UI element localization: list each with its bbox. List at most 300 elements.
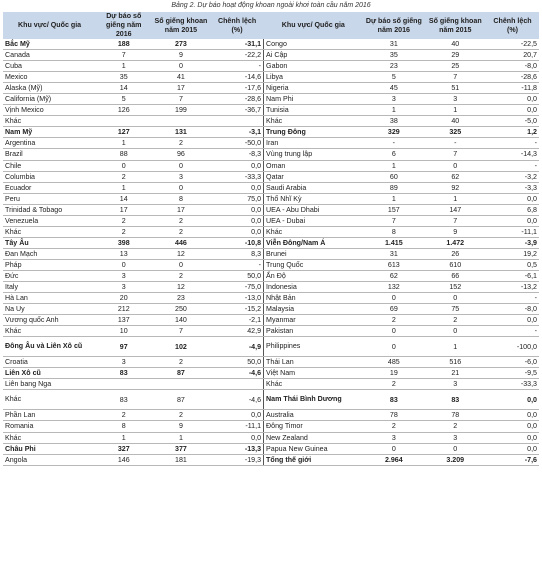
wells-2015-cell: 3.209 <box>425 454 486 465</box>
region-cell: Nigeria <box>264 83 364 94</box>
forecast-cell: 23 <box>363 61 424 72</box>
table-row <box>3 432 539 443</box>
region-cell: Hà Lan <box>3 293 96 304</box>
forecast-cell: 31 <box>363 39 424 50</box>
wells-2015-cell: 83 <box>425 390 486 410</box>
change-cell: - <box>486 138 539 149</box>
wells-2015-cell: 51 <box>425 83 486 94</box>
change-cell: -36,7 <box>211 105 264 116</box>
forecast-cell: 7 <box>96 50 151 61</box>
change-cell: -9,5 <box>486 368 539 379</box>
region-cell: Khác <box>3 326 96 337</box>
table-row <box>3 160 539 171</box>
region-cell: Gabon <box>264 61 364 72</box>
change-cell: -75,0 <box>211 282 264 293</box>
table-row <box>3 282 539 293</box>
change-cell: 75,0 <box>211 193 264 204</box>
table-row <box>3 171 539 182</box>
region-cell: Pakistan <box>264 326 364 337</box>
forecast-cell: 2 <box>96 171 151 182</box>
change-cell: 0,0 <box>486 193 539 204</box>
wells-2015-cell: 2 <box>151 270 210 281</box>
wells-2015-cell: 610 <box>425 259 486 270</box>
forecast-cell: 0 <box>363 443 424 454</box>
change-cell: 0,0 <box>486 105 539 116</box>
forecast-cell: 45 <box>363 83 424 94</box>
change-cell: -31,1 <box>211 39 264 50</box>
wells-2015-cell: 3 <box>425 94 486 105</box>
change-cell: 0,0 <box>211 410 264 421</box>
region-cell: Brazil <box>3 149 96 160</box>
forecast-cell: 132 <box>363 282 424 293</box>
change-cell: 0,0 <box>486 421 539 432</box>
wells-2015-cell: 26 <box>425 248 486 259</box>
header-row <box>3 12 539 39</box>
change-cell: 6,8 <box>486 204 539 215</box>
table-row <box>3 138 539 149</box>
forecast-cell: 157 <box>363 204 424 215</box>
wells-2015-cell: 9 <box>151 50 210 61</box>
change-cell: -13,3 <box>211 443 264 454</box>
region-cell: Đức <box>3 270 96 281</box>
table-row <box>3 226 539 237</box>
change-cell: 0,5 <box>486 259 539 270</box>
forecast-cell: 38 <box>363 116 424 127</box>
forecast-cell: 2.964 <box>363 454 424 465</box>
region-cell: Thổ Nhĩ Kỳ <box>264 193 364 204</box>
change-cell: 1,2 <box>486 127 539 138</box>
region-cell: Vương quốc Anh <box>3 315 96 326</box>
change-cell: 19,2 <box>486 248 539 259</box>
region-cell: Châu Phi <box>3 443 96 454</box>
table-row <box>3 390 539 410</box>
table-row <box>3 182 539 193</box>
forecast-cell: 35 <box>363 50 424 61</box>
change-cell: -3,9 <box>486 237 539 248</box>
change-cell: -3,3 <box>486 182 539 193</box>
region-cell: Oman <box>264 160 364 171</box>
change-cell: 50,0 <box>211 270 264 281</box>
wells-2015-cell: 325 <box>425 127 486 138</box>
region-cell: Khác <box>3 226 96 237</box>
wells-2015-cell: 0 <box>425 293 486 304</box>
table-row <box>3 39 539 50</box>
forecast-cell: 13 <box>96 248 151 259</box>
region-cell: Australia <box>264 410 364 421</box>
forecast-cell: 3 <box>96 282 151 293</box>
forecast-cell: 3 <box>363 432 424 443</box>
table-row <box>3 259 539 270</box>
forecast-cell: 8 <box>363 226 424 237</box>
wells-2015-cell: 41 <box>151 72 210 83</box>
change-cell: -2,1 <box>211 315 264 326</box>
table-row <box>3 315 539 326</box>
header-forecast-right: Dự báo số giếng năm 2016 <box>363 12 424 39</box>
change-cell: -33,3 <box>486 379 539 390</box>
wells-2015-cell: 1 <box>425 337 486 357</box>
table-body <box>3 39 539 465</box>
forecast-cell: 69 <box>363 304 424 315</box>
region-cell: Việt Nam <box>264 368 364 379</box>
wells-2015-cell: 3 <box>425 432 486 443</box>
wells-2015-cell: 3 <box>425 379 486 390</box>
forecast-cell: 7 <box>363 215 424 226</box>
region-cell: Khác <box>264 226 364 237</box>
change-cell: -28,6 <box>486 72 539 83</box>
region-cell: Khác <box>264 116 364 127</box>
drilling-forecast-table <box>3 12 539 466</box>
change-cell: -6,0 <box>486 357 539 368</box>
wells-2015-cell: 1.472 <box>425 237 486 248</box>
wells-2015-cell: 2 <box>151 138 210 149</box>
table-row <box>3 337 539 357</box>
region-cell: Philippines <box>264 337 364 357</box>
region-cell: Tổng thế giới <box>264 454 364 465</box>
wells-2015-cell: 2 <box>425 315 486 326</box>
forecast-cell: 3 <box>96 270 151 281</box>
change-cell: -50,0 <box>211 138 264 149</box>
header-wells2015-right: Số giếng khoan năm 2015 <box>425 12 486 39</box>
change-cell: 42,9 <box>211 326 264 337</box>
change-cell: -22,5 <box>486 39 539 50</box>
region-cell: Cuba <box>3 61 96 72</box>
wells-2015-cell: 0 <box>425 326 486 337</box>
change-cell: - <box>211 259 264 270</box>
forecast-cell: 188 <box>96 39 151 50</box>
table-row <box>3 443 539 454</box>
change-cell: -5,0 <box>486 116 539 127</box>
wells-2015-cell: 152 <box>425 282 486 293</box>
header-forecast-left: Dự báo số giếng năm 2016 <box>96 12 151 39</box>
wells-2015-cell: 1 <box>425 105 486 116</box>
region-cell: Brunei <box>264 248 364 259</box>
region-cell: Nhật Bản <box>264 293 364 304</box>
change-cell: 20,7 <box>486 50 539 61</box>
wells-2015-cell: 273 <box>151 39 210 50</box>
table-row <box>3 204 539 215</box>
wells-2015-cell: 9 <box>151 421 210 432</box>
table-row <box>3 368 539 379</box>
wells-2015-cell: 181 <box>151 454 210 465</box>
change-cell: -100,0 <box>486 337 539 357</box>
forecast-cell: 97 <box>96 337 151 357</box>
change-cell: - <box>486 293 539 304</box>
region-cell: Columbia <box>3 171 96 182</box>
region-cell: Papua New Guinea <box>264 443 364 454</box>
table-row <box>3 248 539 259</box>
wells-2015-cell: 446 <box>151 237 210 248</box>
region-cell: Canada <box>3 50 96 61</box>
table-row <box>3 193 539 204</box>
change-cell <box>211 116 264 127</box>
forecast-cell: 1 <box>96 138 151 149</box>
region-cell: Tây Âu <box>3 237 96 248</box>
forecast-cell: 1.415 <box>363 237 424 248</box>
wells-2015-cell: 7 <box>425 149 486 160</box>
region-cell: Congo <box>264 39 364 50</box>
change-cell: -14,6 <box>211 72 264 83</box>
change-cell: - <box>486 326 539 337</box>
region-cell: Trung Đông <box>264 127 364 138</box>
wells-2015-cell: 3 <box>151 171 210 182</box>
region-cell: Trinidad & Tobago <box>3 204 96 215</box>
wells-2015-cell: 0 <box>425 160 486 171</box>
region-cell: UEA - Abu Dhabi <box>264 204 364 215</box>
region-cell: Croatia <box>3 357 96 368</box>
change-cell: -3,2 <box>486 171 539 182</box>
wells-2015-cell: 199 <box>151 105 210 116</box>
wells-2015-cell: 0 <box>151 160 210 171</box>
forecast-cell <box>96 116 151 127</box>
wells-2015-cell: 7 <box>151 94 210 105</box>
forecast-cell: 3 <box>363 94 424 105</box>
region-cell: Italy <box>3 282 96 293</box>
header-diff-left: Chênh lệch (%) <box>211 12 264 39</box>
wells-2015-cell: 140 <box>151 315 210 326</box>
change-cell: 0,0 <box>486 410 539 421</box>
change-cell: 0,0 <box>486 443 539 454</box>
region-cell: Đan Mạch <box>3 248 96 259</box>
region-cell: Saudi Arabia <box>264 182 364 193</box>
table-row <box>3 61 539 72</box>
change-cell: -3,1 <box>211 127 264 138</box>
change-cell: -7,6 <box>486 454 539 465</box>
table-row <box>3 127 539 138</box>
table-row <box>3 105 539 116</box>
change-cell: -15,2 <box>211 304 264 315</box>
change-cell: 0,0 <box>211 226 264 237</box>
region-cell: Ấn Độ <box>264 270 364 281</box>
wells-2015-cell: 9 <box>425 226 486 237</box>
change-cell: -13,0 <box>211 293 264 304</box>
forecast-cell: 6 <box>363 149 424 160</box>
forecast-cell: 83 <box>363 390 424 410</box>
forecast-cell: 329 <box>363 127 424 138</box>
change-cell: 0,0 <box>211 215 264 226</box>
table-row <box>3 379 539 390</box>
forecast-cell: 31 <box>363 248 424 259</box>
change-cell: -11,1 <box>211 421 264 432</box>
table-row <box>3 410 539 421</box>
region-cell: Khác <box>3 390 96 410</box>
table-row <box>3 237 539 248</box>
wells-2015-cell: 40 <box>425 116 486 127</box>
wells-2015-cell: 0 <box>151 182 210 193</box>
change-cell: -8,0 <box>486 304 539 315</box>
change-cell: 0,0 <box>486 432 539 443</box>
region-cell: Indonesia <box>264 282 364 293</box>
forecast-cell: 0 <box>96 259 151 270</box>
region-cell: California (Mỹ) <box>3 94 96 105</box>
wells-2015-cell: 12 <box>151 282 210 293</box>
change-cell: 0,0 <box>211 160 264 171</box>
region-cell: Trung Quốc <box>264 259 364 270</box>
forecast-cell: 1 <box>96 432 151 443</box>
region-cell: Na Uy <box>3 304 96 315</box>
forecast-cell: 0 <box>363 293 424 304</box>
wells-2015-cell: 92 <box>425 182 486 193</box>
region-cell: Khác <box>3 116 96 127</box>
region-cell: Đông Âu và Liên Xô cũ <box>3 337 96 357</box>
forecast-cell: 2 <box>363 315 424 326</box>
region-cell: Romania <box>3 421 96 432</box>
wells-2015-cell: 40 <box>425 39 486 50</box>
region-cell: Libya <box>264 72 364 83</box>
header-diff-right: Chênh lệch (%) <box>486 12 539 39</box>
table-row <box>3 94 539 105</box>
wells-2015-cell: 250 <box>151 304 210 315</box>
wells-2015-cell: 147 <box>425 204 486 215</box>
wells-2015-cell: 0 <box>151 61 210 72</box>
forecast-cell: 17 <box>96 204 151 215</box>
wells-2015-cell: 0 <box>151 259 210 270</box>
change-cell: -4,6 <box>211 368 264 379</box>
table-row <box>3 215 539 226</box>
change-cell: -10,8 <box>211 237 264 248</box>
wells-2015-cell: - <box>425 138 486 149</box>
forecast-cell: 89 <box>363 182 424 193</box>
forecast-cell: 1 <box>96 61 151 72</box>
region-cell: Liên bang Nga <box>3 379 96 390</box>
change-cell: - <box>486 160 539 171</box>
forecast-cell: 14 <box>96 83 151 94</box>
table-row <box>3 293 539 304</box>
change-cell: -6,1 <box>486 270 539 281</box>
region-cell: Nam Mỹ <box>3 127 96 138</box>
table-row <box>3 326 539 337</box>
forecast-cell <box>96 379 151 390</box>
forecast-cell: 0 <box>363 337 424 357</box>
forecast-cell: 10 <box>96 326 151 337</box>
wells-2015-cell <box>151 379 210 390</box>
forecast-cell: 14 <box>96 193 151 204</box>
region-cell: Mexico <box>3 72 96 83</box>
region-cell: Vịnh Mexico <box>3 105 96 116</box>
forecast-cell: 5 <box>363 72 424 83</box>
wells-2015-cell: 87 <box>151 368 210 379</box>
wells-2015-cell <box>151 116 210 127</box>
table-row <box>3 454 539 465</box>
change-cell: -8,3 <box>211 149 264 160</box>
wells-2015-cell: 25 <box>425 61 486 72</box>
region-cell: Chile <box>3 160 96 171</box>
forecast-cell: 613 <box>363 259 424 270</box>
wells-2015-cell: 1 <box>151 432 210 443</box>
change-cell: 0,0 <box>211 432 264 443</box>
forecast-cell: 8 <box>96 421 151 432</box>
wells-2015-cell: 1 <box>425 193 486 204</box>
region-cell: Phần Lan <box>3 410 96 421</box>
region-cell: Ai Cập <box>264 50 364 61</box>
region-cell: Malaysia <box>264 304 364 315</box>
region-cell: Vùng trung lập <box>264 149 364 160</box>
wells-2015-cell: 2 <box>151 357 210 368</box>
region-cell: Myanmar <box>264 315 364 326</box>
forecast-cell: 126 <box>96 105 151 116</box>
region-cell: Khác <box>3 432 96 443</box>
table-row <box>3 304 539 315</box>
forecast-cell: 1 <box>96 182 151 193</box>
wells-2015-cell: 75 <box>425 304 486 315</box>
forecast-cell: 83 <box>96 368 151 379</box>
change-cell: -4,9 <box>211 337 264 357</box>
change-cell: 0,0 <box>211 204 264 215</box>
forecast-cell: 2 <box>363 421 424 432</box>
change-cell: -17,6 <box>211 83 264 94</box>
wells-2015-cell: 516 <box>425 357 486 368</box>
region-cell: Iran <box>264 138 364 149</box>
wells-2015-cell: 131 <box>151 127 210 138</box>
forecast-cell: 212 <box>96 304 151 315</box>
forecast-cell: 137 <box>96 315 151 326</box>
region-cell: UEA - Dubai <box>264 215 364 226</box>
wells-2015-cell: 2 <box>425 421 486 432</box>
region-cell: Pháp <box>3 259 96 270</box>
change-cell: 0,0 <box>486 390 539 410</box>
change-cell: -22,2 <box>211 50 264 61</box>
change-cell: 0,0 <box>211 182 264 193</box>
forecast-cell: 2 <box>96 226 151 237</box>
wells-2015-cell: 377 <box>151 443 210 454</box>
wells-2015-cell: 2 <box>151 215 210 226</box>
wells-2015-cell: 7 <box>425 215 486 226</box>
wells-2015-cell: 7 <box>425 72 486 83</box>
wells-2015-cell: 78 <box>425 410 486 421</box>
change-cell <box>211 379 264 390</box>
change-cell: -8,0 <box>486 61 539 72</box>
forecast-cell: 2 <box>96 215 151 226</box>
wells-2015-cell: 87 <box>151 390 210 410</box>
region-cell: Tunisia <box>264 105 364 116</box>
wells-2015-cell: 29 <box>425 50 486 61</box>
wells-2015-cell: 0 <box>425 443 486 454</box>
forecast-cell: 1 <box>363 105 424 116</box>
region-cell: Liên Xô cũ <box>3 368 96 379</box>
change-cell: -33,3 <box>211 171 264 182</box>
wells-2015-cell: 12 <box>151 248 210 259</box>
region-cell: Qatar <box>264 171 364 182</box>
change-cell: 50,0 <box>211 357 264 368</box>
region-cell: Alaska (Mỹ) <box>3 83 96 94</box>
change-cell: -28,6 <box>211 94 264 105</box>
wells-2015-cell: 66 <box>425 270 486 281</box>
change-cell: -19,3 <box>211 454 264 465</box>
forecast-cell: 327 <box>96 443 151 454</box>
forecast-cell: 78 <box>363 410 424 421</box>
wells-2015-cell: 2 <box>151 410 210 421</box>
forecast-cell: 485 <box>363 357 424 368</box>
change-cell: 0,0 <box>486 94 539 105</box>
wells-2015-cell: 2 <box>151 226 210 237</box>
header-wells2015-left: Số giếng khoan năm 2015 <box>151 12 210 39</box>
change-cell: - <box>211 61 264 72</box>
forecast-cell: 5 <box>96 94 151 105</box>
region-cell: Viễn Đông/Nam Á <box>264 237 364 248</box>
region-cell: Khác <box>264 379 364 390</box>
header-region-left: Khu vực/ Quốc gia <box>3 12 96 39</box>
forecast-cell: 19 <box>363 368 424 379</box>
wells-2015-cell: 96 <box>151 149 210 160</box>
change-cell: -4,6 <box>211 390 264 410</box>
change-cell: 8,3 <box>211 248 264 259</box>
region-cell: Thái Lan <box>264 357 364 368</box>
table-row <box>3 50 539 61</box>
change-cell: 0,0 <box>486 215 539 226</box>
region-cell: Ecuador <box>3 182 96 193</box>
region-cell: Angola <box>3 454 96 465</box>
table-caption: Bảng 2. Dự báo hoạt động khoan ngoài khơi toàn cầu năm 2016 <box>171 2 371 9</box>
forecast-cell: 88 <box>96 149 151 160</box>
